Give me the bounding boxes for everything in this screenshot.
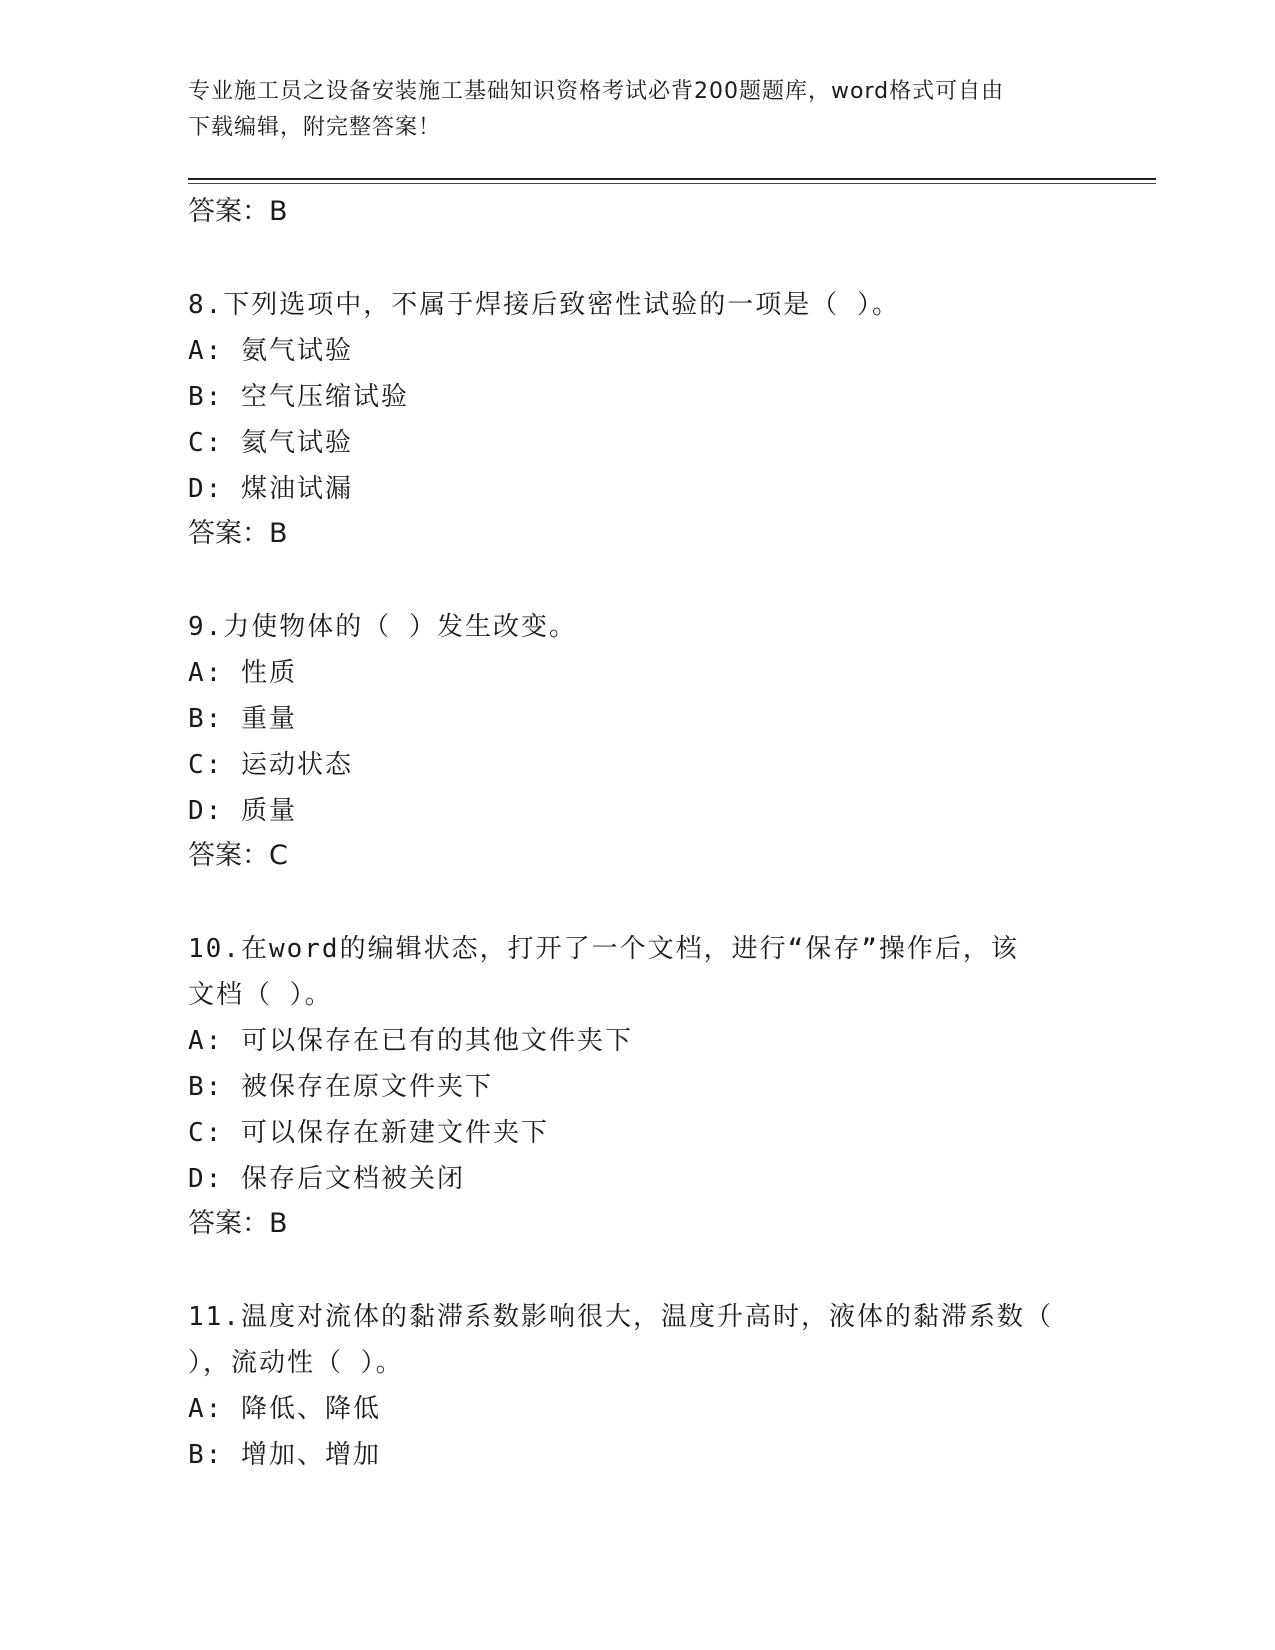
option-b: B: 被保存在原文件夹下 xyxy=(188,1072,493,1102)
header-rule-thin xyxy=(188,183,1156,184)
question-text-continued: ），流动性（ ）。 xyxy=(188,1348,404,1378)
question-block-9 xyxy=(188,604,1088,880)
answer-line: 答案：B xyxy=(188,518,288,549)
question-text: 8.下列选项中，不属于焊接后致密性试验的一项是（ ）。 xyxy=(188,290,900,320)
question-text: 10.在word的编辑状态，打开了一个文档，进行“保存”操作后，该 xyxy=(188,934,1019,964)
option-a: A: 可以保存在已有的其他文件夹下 xyxy=(188,1026,633,1056)
option-c: C: 氦气试验 xyxy=(188,428,353,458)
option-b: B: 空气压缩试验 xyxy=(188,382,409,412)
header-line-1: 专业施工员之设备安装施工基础知识资格考试必背200题题库，word格式可自由 xyxy=(188,79,1005,104)
document-body xyxy=(188,190,1088,1478)
option-d: D: 质量 xyxy=(188,796,297,826)
option-a: A: 降低、降低 xyxy=(188,1394,381,1424)
option-b: B: 重量 xyxy=(188,704,297,734)
option-d: D: 煤油试漏 xyxy=(188,474,353,504)
question-text-continued: 文档（ ）。 xyxy=(188,980,333,1010)
document-header xyxy=(188,74,1088,146)
question-block-10 xyxy=(188,926,1088,1248)
option-c: C: 可以保存在新建文件夹下 xyxy=(188,1118,549,1148)
answer-line: 答案：C xyxy=(188,840,288,871)
header-line-2: 下载编辑，附完整答案！ xyxy=(188,115,442,140)
question-text: 9.力使物体的（ ）发生改变。 xyxy=(188,612,577,642)
question-block-11 xyxy=(188,1294,1088,1478)
question-text: 11.温度对流体的黏滞系数影响很大，温度升高时，液体的黏滞系数（ xyxy=(188,1302,1053,1332)
question-block-8 xyxy=(188,282,1088,558)
option-d: D: 保存后文档被关闭 xyxy=(188,1164,465,1194)
answer-line: 答案：B xyxy=(188,196,288,227)
header-rule-thick xyxy=(188,178,1156,180)
option-a: A: 氨气试验 xyxy=(188,336,353,366)
answer-line: 答案：B xyxy=(188,1208,288,1239)
option-a: A: 性质 xyxy=(188,658,297,688)
option-b: B: 增加、增加 xyxy=(188,1440,381,1470)
option-c: C: 运动状态 xyxy=(188,750,353,780)
